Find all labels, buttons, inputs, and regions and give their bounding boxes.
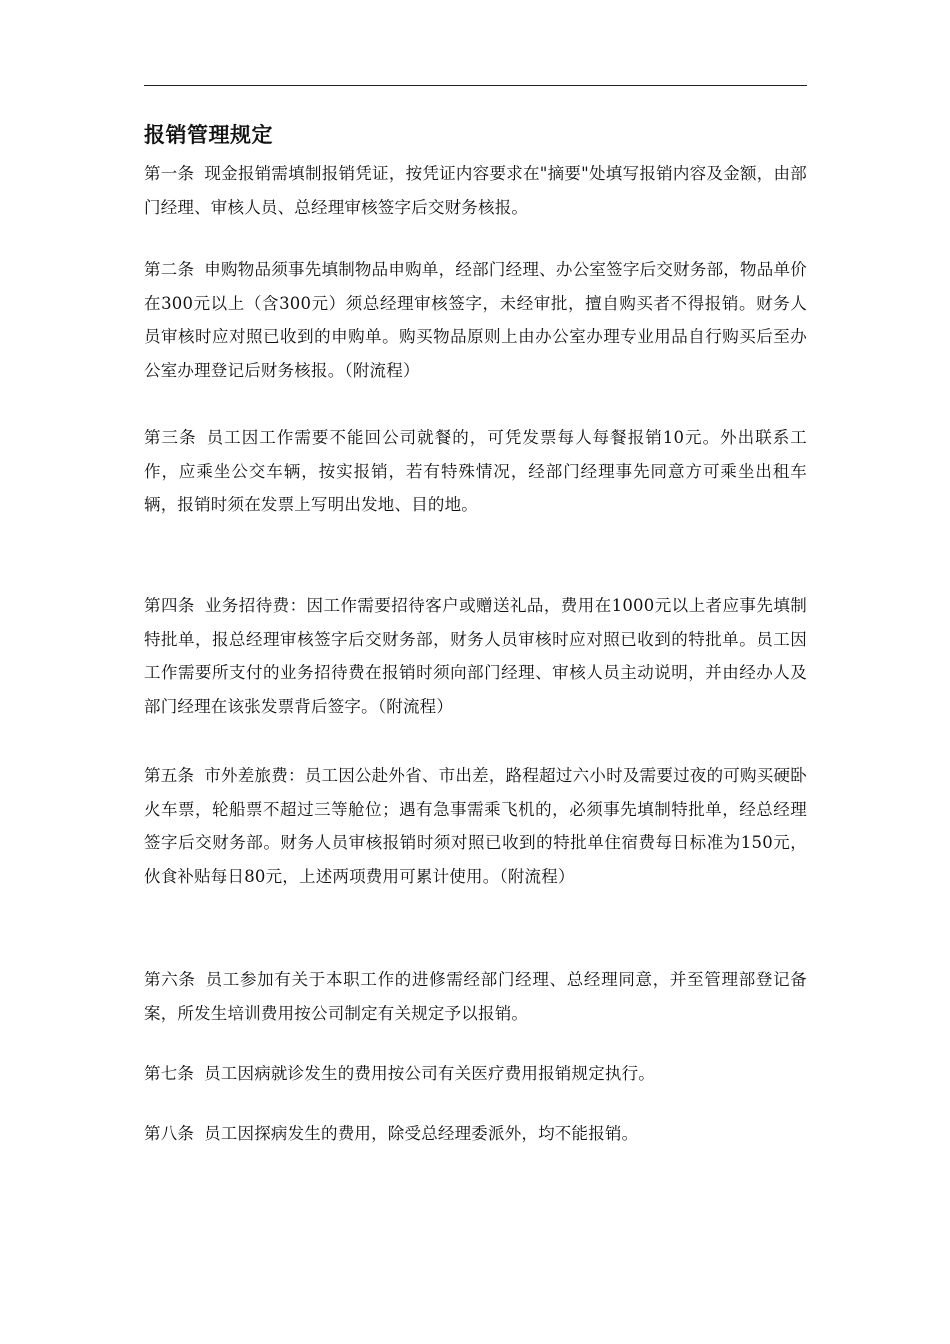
article-number: 第二条 [144, 260, 195, 279]
article-1 [144, 157, 807, 224]
article-2 [144, 253, 807, 387]
article-number: 第七条 [144, 1064, 195, 1083]
article-3 [144, 421, 807, 522]
article-8 [144, 1117, 807, 1151]
page-title: 报销管理规定 [144, 123, 273, 147]
article-7 [144, 1057, 807, 1091]
article-text: 业务招待费：因工作需要招待客户或赠送礼品，费用在1000元以上者应事先填制特批单，报总经理审核签字后交财务部，财务人员审核时应对照已收到的特批单。员工因工作需要所支付的业务招待费在报销时须向部门经理、审核人员主动说明，并由经办人及部门经理在该张发票背后签字。（附流程） [144, 596, 807, 716]
article-text: 市外差旅费：员工因公赴外省、市出差，路程超过六小时及需要过夜的可购买硬卧火车票，轮船票不超过三等舱位；遇有急事需乘飞机的，必须事先填制特批单，经总经理签字后交财务部。财务人员审核报销时须对照已收到的特批单住宿费每日标准为150元，伙食补贴每日80元，上述两项费用可累计使用。（附流程） [144, 766, 807, 886]
article-number: 第五条 [144, 766, 195, 785]
article-text: 申购物品须事先填制物品申购单，经部门经理、办公室签字后交财务部，物品单价在300元以上（含300元）须总经理审核签字，未经审批，擅自购买者不得报销。财务人员审核时应对照已收到的申购单。购买物品原则上由办公室办理专业用品自行购买后至办公室办理登记后财务核报。（附流程） [144, 260, 807, 380]
article-number: 第六条 [144, 970, 196, 989]
header-divider [144, 85, 807, 86]
article-4 [144, 589, 807, 723]
article-5 [144, 759, 807, 893]
article-number: 第一条 [144, 164, 195, 183]
article-text: 员工因病就诊发生的费用按公司有关医疗费用报销规定执行。 [204, 1064, 656, 1083]
article-text: 员工参加有关于本职工作的进修需经部门经理、总经理同意，并至管理部登记备案，所发生培训费用按公司制定有关规定予以报销。 [144, 970, 807, 1023]
article-text: 现金报销需填制报销凭证，按凭证内容要求在"摘要"处填写报销内容及金额，由部门经理、审核人员、总经理审核签字后交财务核报。 [144, 164, 807, 217]
article-text: 员工因工作需要不能回公司就餐的，可凭发票每人每餐报销10元。外出联系工作，应乘坐公交车辆，按实报销，若有特殊情况，经部门经理事先同意方可乘坐出租车辆，报销时须在发票上写明出发地、目的地。 [144, 428, 807, 514]
article-text: 员工因探病发生的费用，除受总经理委派外，均不能报销。 [204, 1124, 639, 1143]
article-number: 第八条 [144, 1124, 195, 1143]
article-number: 第三条 [144, 428, 197, 447]
article-6 [144, 963, 807, 1030]
article-number: 第四条 [144, 596, 195, 615]
